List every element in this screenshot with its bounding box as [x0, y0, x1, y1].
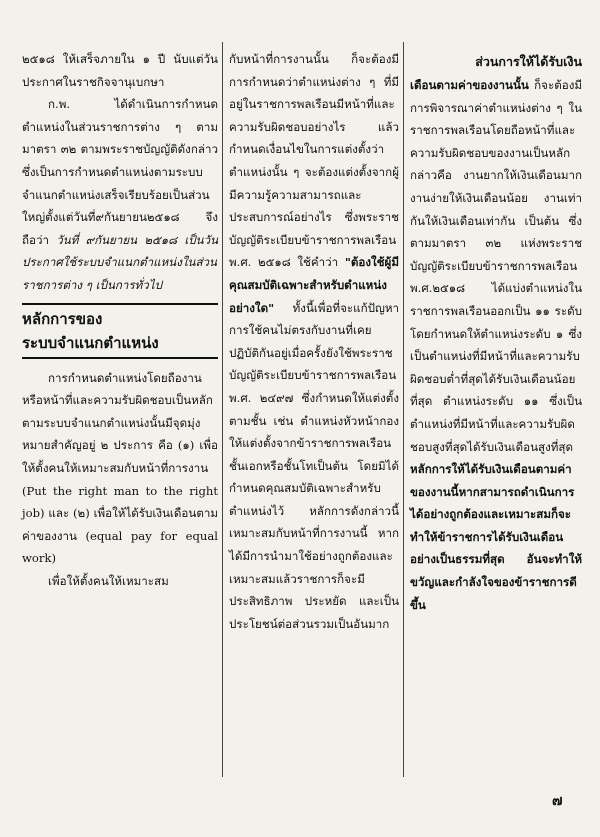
- paragraph-text: ทั้งนี้เพื่อที่จะแก้ปัญหาการใช้คนไม่ตรงกับงานที่เคยปฏิบัติกันอยู่เมื่อครั้งยังใช้พระราชบัญญัติระเบียบข้าราชการพลเรือน พ.ศ. ๒๔๙๗ ซึ่งกำหนดให้แต่งตั้งตามชั้น เช่น ตำแหน่งหัวหน้ากอง ให้แต่งตั้งจากข้าราชการพลเรือนชั้นเอกหรือชั้นโทเป็นต้น โดยมิได้กำหนดคุณสมบัติเฉพาะสำหรับตำแหน่งไว้ หลักการดังกล่าวนี้เหมาะสมกับหน้าที่การงานนี้ หากได้มีการนำมาใช้อย่างถูกต้องและเหมาะสมแล้วราชการก็จะมีประสิทธิภาพ ประหยัด และเป็นประโยชน์ต่อส่วนรวมเป็นอันมาก: [229, 300, 399, 631]
- paragraph: การกำหนดตำแหน่งโดยถืองานหรือหน้าที่และความรับผิดชอบเป็นหลักตามระบบจำแนกตำแหน่งนั้นมีจุดมุ่งหมายสำคัญอยู่ ๒ ประการ คือ (๑) เพื่อให้ตั้งคนให้เหมาะสมกับหน้าที่การงาน (Put the right man to the right job) และ (๒) เพื่อให้ได้รับเงินเดือนตามค่าของงาน (equal pay for equal work): [22, 370, 218, 566]
- paragraph-bold: เดือนตามค่าของงานนั้น: [410, 78, 529, 92]
- column-divider: [222, 42, 223, 777]
- paragraph: เพื่อให้ตั้งคนให้เหมาะสม: [48, 573, 169, 588]
- paragraph-text: ก.พ. ได้ดำเนินการกำหนดตำแหน่งในส่วนราชการต่าง ๆ ตามมาตรา ๓๒ ตามพระราชบัญญัติดังกล่าว ซึ่งเป็นการกำหนดตำแหน่งตามระบบจำแนกตำแหน่งเสร็จเรียบร้อยเป็นส่วนใหญ่ตั้งแต่วันที่๙กันยายน๒๕๑๘ จึงถือว่า: [22, 97, 218, 247]
- section-heading-line: ระบบจำแนกตำแหน่ง: [22, 333, 159, 352]
- section-headline: ส่วนการให้ได้รับเงิน: [475, 54, 582, 69]
- section-heading: [22, 303, 218, 359]
- page-number: ๗: [552, 793, 563, 809]
- paragraph-text: กับหน้าที่การงานนั้น ก็จะต้องมีการกำหนดว่าตำแหน่งต่าง ๆ ที่มีอยู่ในราชการพลเรือนมีหน้าที่และความรับผิดชอบอย่างไร แล้วกำหนดเงื่อนไขในการแต่งตั้งว่าตำแหน่งนั้น ๆ จะต้องแต่งตั้งจากผู้มีความรู้ความสามารถและประสบการณ์อย่างไร ซึ่งพระราชบัญญัติระเบียบข้าราชการพลเรือน พ.ศ. ๒๕๑๘ ใช้คำว่า: [229, 52, 399, 270]
- paragraph: [229, 48, 399, 635]
- paragraph: [22, 93, 218, 296]
- paragraph-bold: หลักการให้ได้รับเงินเดือนตามค่าของงานนี้หากสามารถดำเนินการได้อย่างถูกต้องและเหมาะสมก็จะทำให้ข้าราชการได้รับเงินเดือนอย่างเป็นธรรมที่สุด อันจะทำให้ขวัญและกำลังใจของข้าราชการดีขึ้น: [410, 462, 582, 612]
- paragraph-bold: "ต้องใช้ผู้มีคุณสมบัติเฉพาะสำหรับตำแหน่งอย่างใด": [229, 255, 399, 315]
- middle-column: [229, 48, 399, 635]
- column-divider: [403, 42, 404, 777]
- paragraph: [410, 74, 582, 616]
- paragraph-emphasis: วันที่ ๙กันยายน ๒๕๑๘ เป็นวันประกาศใช้ระบบจำแนกตำแหน่งในส่วนราชการต่าง ๆ เป็นการทั่วไป: [22, 232, 218, 292]
- left-column: [22, 48, 218, 592]
- right-column: [410, 48, 582, 616]
- paragraph-text: ก็จะต้องมีการพิจารณาค่าตำแหน่งต่าง ๆ ในราชการพลเรือนโดยถือหน้าที่และความรับผิดชอบของงานเป็นหลัก กล่าวคือ งานยากให้เงินเดือนมาก งานง่ายให้เงินเดือนน้อย งานเท่ากันให้เงินเดือนเท่ากัน เป็นต้น ซึ่งตามมาตรา ๓๒ แห่งพระราชบัญญัติระเบียบข้าราชการพลเรือน พ.ศ.๒๕๑๘ ได้แบ่งตำแหน่งในราชการพลเรือนออกเป็น ๑๑ ระดับ โดยกำหนดให้ตำแหน่งระดับ ๑ ซึ่งเป็นตำแหน่งที่มีหน้าที่และความรับผิดชอบต่ำที่สุดได้รับเงินเดือนน้อยที่สุด ตำแหน่งระดับ ๑๑ ซึ่งเป็นตำแหน่งที่มีหน้าที่และความรับผิดชอบสูงที่สุดได้รับเงินเดือนสูงที่สุด: [410, 78, 582, 454]
- section-heading-line: หลักการของ: [22, 309, 103, 328]
- paragraph: ๒๕๑๘ ให้เสร็จภายใน ๑ ปี นับแต่วันประกาศในราชกิจจานุเบกษา: [22, 52, 218, 89]
